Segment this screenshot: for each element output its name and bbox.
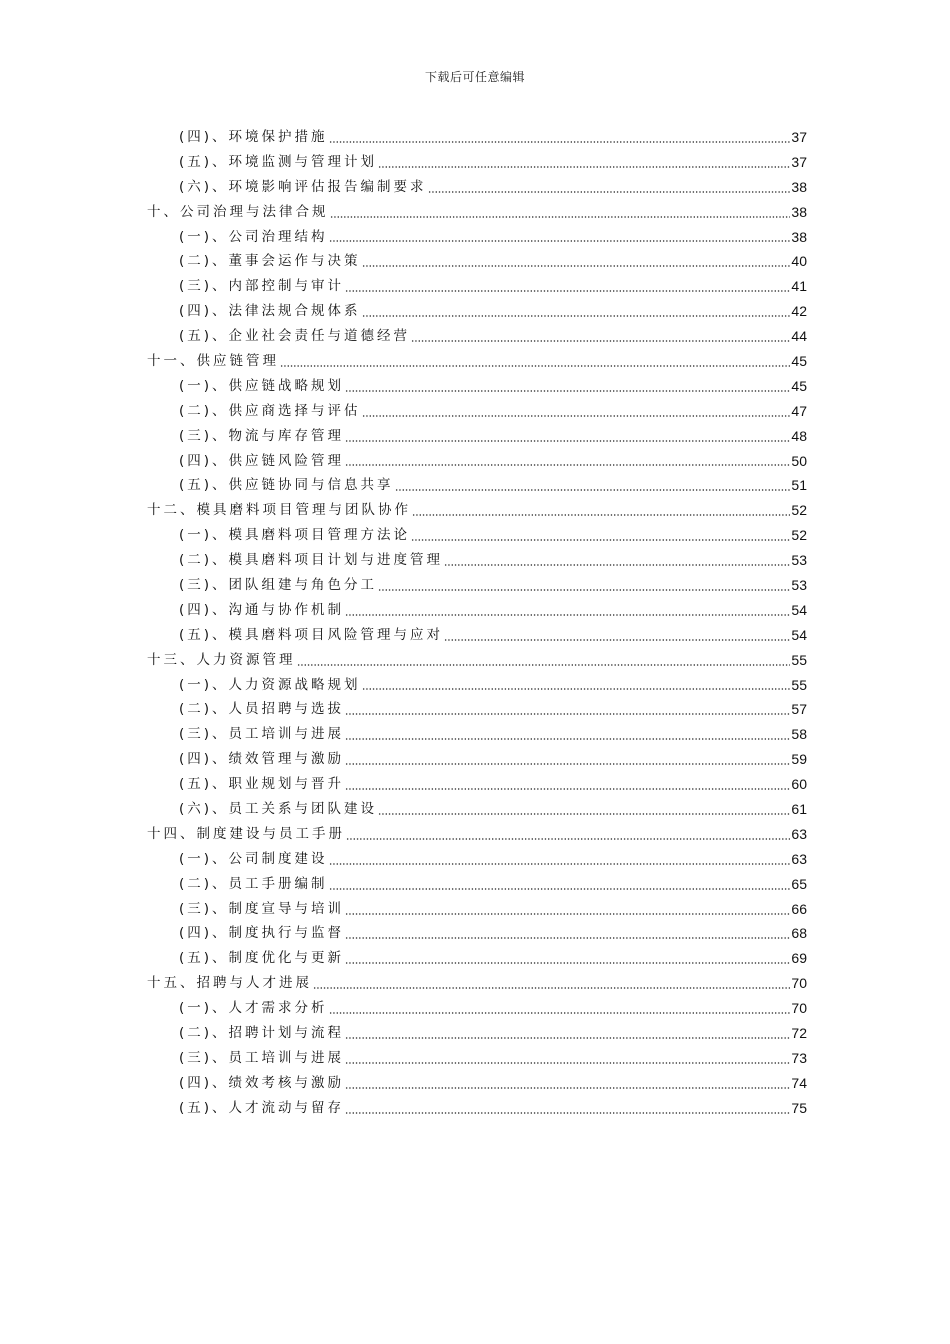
toc-entry-label: (六)、员工关系与团队建设 xyxy=(179,801,378,818)
toc-dot-leader xyxy=(411,539,790,541)
toc-page-number: 53 xyxy=(791,552,807,569)
toc-entry-label: (三)、员工培训与进展 xyxy=(179,726,345,743)
toc-entry-label: (四)、法律法规合规体系 xyxy=(179,303,361,320)
toc-entry-label: (六)、环境影响评估报告编制要求 xyxy=(179,178,427,195)
toc-section-entry[interactable] xyxy=(147,897,807,922)
toc-dot-leader xyxy=(346,838,790,840)
toc-dot-leader xyxy=(329,888,791,890)
toc-page-number: 70 xyxy=(791,975,807,992)
toc-section-entry[interactable] xyxy=(147,747,807,772)
toc-entry-label: 十三、人力资源管理 xyxy=(147,651,296,668)
toc-page-number: 73 xyxy=(791,1049,807,1066)
toc-dot-leader xyxy=(345,738,790,740)
toc-entry-label: (五)、供应链协同与信息共享 xyxy=(179,477,394,494)
toc-section-entry[interactable] xyxy=(147,1096,807,1121)
toc-page-number: 55 xyxy=(791,676,807,693)
page-header: 下载后可任意编辑 xyxy=(424,70,525,84)
toc-dot-leader xyxy=(329,1012,791,1014)
toc-entry-label: (三)、员工培训与进展 xyxy=(179,1049,345,1066)
toc-dot-leader xyxy=(362,265,791,267)
toc-entry-label: (一)、人力资源战略规划 xyxy=(179,676,361,693)
toc-dot-leader xyxy=(345,962,790,964)
toc-dot-leader xyxy=(412,514,790,516)
toc-page-number: 38 xyxy=(791,178,807,195)
toc-chapter-entry[interactable] xyxy=(147,971,807,996)
toc-page-number: 40 xyxy=(791,253,807,270)
toc-dot-leader xyxy=(313,987,790,989)
toc-page-number: 57 xyxy=(791,701,807,718)
toc-entry-label: (二)、员工手册编制 xyxy=(179,875,328,892)
toc-dot-leader xyxy=(345,763,790,765)
toc-entry-label: (五)、人才流动与留存 xyxy=(179,1099,345,1116)
toc-entry-label: (五)、模具磨料项目风险管理与应对 xyxy=(179,626,444,643)
toc-chapter-entry[interactable] xyxy=(147,648,807,673)
toc-section-entry[interactable] xyxy=(147,673,807,698)
toc-entry-label: (五)、环境监测与管理计划 xyxy=(179,153,378,170)
toc-entry-label: (三)、团队组建与角色分工 xyxy=(179,577,378,594)
toc-chapter-entry[interactable] xyxy=(147,822,807,847)
toc-page-number: 37 xyxy=(791,128,807,145)
toc-dot-leader xyxy=(411,340,790,342)
toc-page-number: 48 xyxy=(791,427,807,444)
toc-chapter-entry[interactable] xyxy=(147,349,807,374)
toc-section-entry[interactable] xyxy=(147,722,807,747)
toc-section-entry[interactable] xyxy=(147,797,807,822)
toc-section-entry[interactable] xyxy=(147,598,807,623)
toc-page-number: 59 xyxy=(791,751,807,768)
toc-dot-leader xyxy=(362,688,791,690)
toc-section-entry[interactable] xyxy=(147,548,807,573)
toc-entry-label: (四)、供应链风险管理 xyxy=(179,452,345,469)
toc-page-number: 54 xyxy=(791,601,807,618)
toc-entry-label: (一)、人才需求分析 xyxy=(179,1000,328,1017)
toc-entry-label: (四)、制度执行与监督 xyxy=(179,925,345,942)
toc-page-number: 38 xyxy=(791,228,807,245)
toc-dot-leader xyxy=(345,1112,790,1114)
toc-entry-label: (一)、模具磨料项目管理方法论 xyxy=(179,527,411,544)
toc-entry-label: (三)、物流与库存管理 xyxy=(179,427,345,444)
toc-dot-leader xyxy=(378,166,790,168)
toc-section-entry[interactable] xyxy=(147,175,807,200)
toc-entry-label: (五)、企业社会责任与道德经营 xyxy=(179,328,411,345)
toc-page-number: 50 xyxy=(791,452,807,469)
toc-page-number: 37 xyxy=(791,153,807,170)
toc-chapter-entry[interactable] xyxy=(147,498,807,523)
toc-page-number: 55 xyxy=(791,651,807,668)
toc-page-number: 52 xyxy=(791,502,807,519)
toc-section-entry[interactable] xyxy=(147,473,807,498)
toc-entry-label: 十五、招聘与人才进展 xyxy=(147,975,312,992)
toc-entry-label: (四)、沟通与协作机制 xyxy=(179,601,345,618)
toc-dot-leader xyxy=(345,1062,790,1064)
toc-section-entry[interactable] xyxy=(147,946,807,971)
toc-page-number: 41 xyxy=(791,278,807,295)
toc-page-number: 66 xyxy=(791,900,807,917)
toc-section-entry[interactable] xyxy=(147,872,807,897)
toc-entry-label: 十、公司治理与法律合规 xyxy=(147,203,329,220)
toc-section-entry[interactable] xyxy=(147,996,807,1021)
toc-page-number: 68 xyxy=(791,925,807,942)
toc-entry-label: (五)、职业规划与晋升 xyxy=(179,776,345,793)
toc-page-number: 54 xyxy=(791,626,807,643)
toc-dot-leader xyxy=(345,1087,790,1089)
toc-page-number: 70 xyxy=(791,1000,807,1017)
toc-dot-leader xyxy=(345,788,790,790)
toc-page-number: 44 xyxy=(791,328,807,345)
toc-dot-leader xyxy=(329,141,791,143)
toc-section-entry[interactable] xyxy=(147,847,807,872)
toc-page-number: 65 xyxy=(791,875,807,892)
toc-dot-leader xyxy=(297,664,791,666)
toc-entry-label: (二)、供应商选择与评估 xyxy=(179,402,361,419)
toc-page-number: 63 xyxy=(791,825,807,842)
toc-entry-label: (四)、环境保护措施 xyxy=(179,128,328,145)
toc-section-entry[interactable] xyxy=(147,573,807,598)
toc-section-entry[interactable] xyxy=(147,1021,807,1046)
toc-page-number: 74 xyxy=(791,1074,807,1091)
toc-section-entry[interactable] xyxy=(147,374,807,399)
toc-page-number: 38 xyxy=(791,203,807,220)
toc-page-number: 53 xyxy=(791,577,807,594)
toc-section-entry[interactable] xyxy=(147,150,807,175)
toc-entry-label: (二)、招聘计划与流程 xyxy=(179,1025,345,1042)
toc-page-number: 52 xyxy=(791,527,807,544)
toc-section-entry[interactable] xyxy=(147,424,807,449)
toc-entry-label: (三)、内部控制与审计 xyxy=(179,278,345,295)
toc-chapter-entry[interactable] xyxy=(147,200,807,225)
toc-section-entry[interactable] xyxy=(147,399,807,424)
toc-entry-label: (三)、制度宣导与培训 xyxy=(179,900,345,917)
toc-page-number: 69 xyxy=(791,950,807,967)
toc-entry-label: (一)、公司治理结构 xyxy=(179,228,328,245)
toc-section-entry[interactable] xyxy=(147,449,807,474)
toc-page-number: 75 xyxy=(791,1099,807,1116)
toc-section-entry[interactable] xyxy=(147,299,807,324)
toc-dot-leader xyxy=(345,390,790,392)
toc-dot-leader xyxy=(280,365,790,367)
toc-entry-label: 十一、供应链管理 xyxy=(147,353,279,369)
toc-section-entry[interactable] xyxy=(147,274,807,299)
toc-dot-leader xyxy=(395,489,791,491)
toc-entry-label: (二)、模具磨料项目计划与进度管理 xyxy=(179,552,444,569)
toc-section-entry[interactable] xyxy=(147,523,807,548)
toc-dot-leader xyxy=(378,813,790,815)
toc-dot-leader xyxy=(345,713,790,715)
toc-page-number: 63 xyxy=(791,850,807,867)
toc-page-number: 45 xyxy=(791,377,807,394)
toc-dot-leader xyxy=(345,290,790,292)
toc-section-entry[interactable] xyxy=(147,249,807,274)
toc-section-entry[interactable] xyxy=(147,623,807,648)
toc-page-number: 42 xyxy=(791,303,807,320)
toc-dot-leader xyxy=(345,440,790,442)
toc-section-entry[interactable] xyxy=(147,1046,807,1071)
toc-entry-label: (一)、供应链战略规划 xyxy=(179,377,345,394)
toc-page-number: 45 xyxy=(791,353,807,369)
toc-page-number: 61 xyxy=(791,801,807,818)
toc-dot-leader xyxy=(345,614,790,616)
toc-page-number: 58 xyxy=(791,726,807,743)
toc-dot-leader xyxy=(428,191,791,193)
toc-dot-leader xyxy=(444,564,790,566)
toc-dot-leader xyxy=(345,937,790,939)
toc-page-number: 47 xyxy=(791,402,807,419)
toc-entry-label: 十二、模具磨料项目管理与团队协作 xyxy=(147,502,411,519)
toc-entry-label: (四)、绩效管理与激励 xyxy=(179,751,345,768)
toc-page-number: 51 xyxy=(791,477,807,494)
toc-dot-leader xyxy=(330,216,791,218)
toc-section-entry[interactable] xyxy=(147,125,807,150)
toc-entry-label: (五)、制度优化与更新 xyxy=(179,950,345,967)
toc-dot-leader xyxy=(345,1037,790,1039)
toc-dot-leader xyxy=(345,913,790,915)
table-of-contents xyxy=(147,125,807,1121)
toc-section-entry[interactable] xyxy=(147,1071,807,1096)
toc-dot-leader xyxy=(329,863,791,865)
toc-section-entry[interactable] xyxy=(147,772,807,797)
toc-section-entry[interactable] xyxy=(147,225,807,250)
toc-entry-label: (二)、人员招聘与选拔 xyxy=(179,701,345,718)
toc-dot-leader xyxy=(362,415,791,417)
toc-section-entry[interactable] xyxy=(147,697,807,722)
toc-dot-leader xyxy=(362,315,791,317)
toc-page-number: 72 xyxy=(791,1025,807,1042)
toc-dot-leader xyxy=(444,639,790,641)
toc-dot-leader xyxy=(378,589,790,591)
toc-entry-label: (一)、公司制度建设 xyxy=(179,850,328,867)
toc-section-entry[interactable] xyxy=(147,324,807,349)
toc-section-entry[interactable] xyxy=(147,922,807,947)
toc-entry-label: (二)、董事会运作与决策 xyxy=(179,253,361,270)
toc-entry-label: (四)、绩效考核与激励 xyxy=(179,1074,345,1091)
toc-page-number: 60 xyxy=(791,776,807,793)
toc-dot-leader xyxy=(345,464,790,466)
toc-entry-label: 十四、制度建设与员工手册 xyxy=(147,825,345,842)
toc-dot-leader xyxy=(329,240,791,242)
